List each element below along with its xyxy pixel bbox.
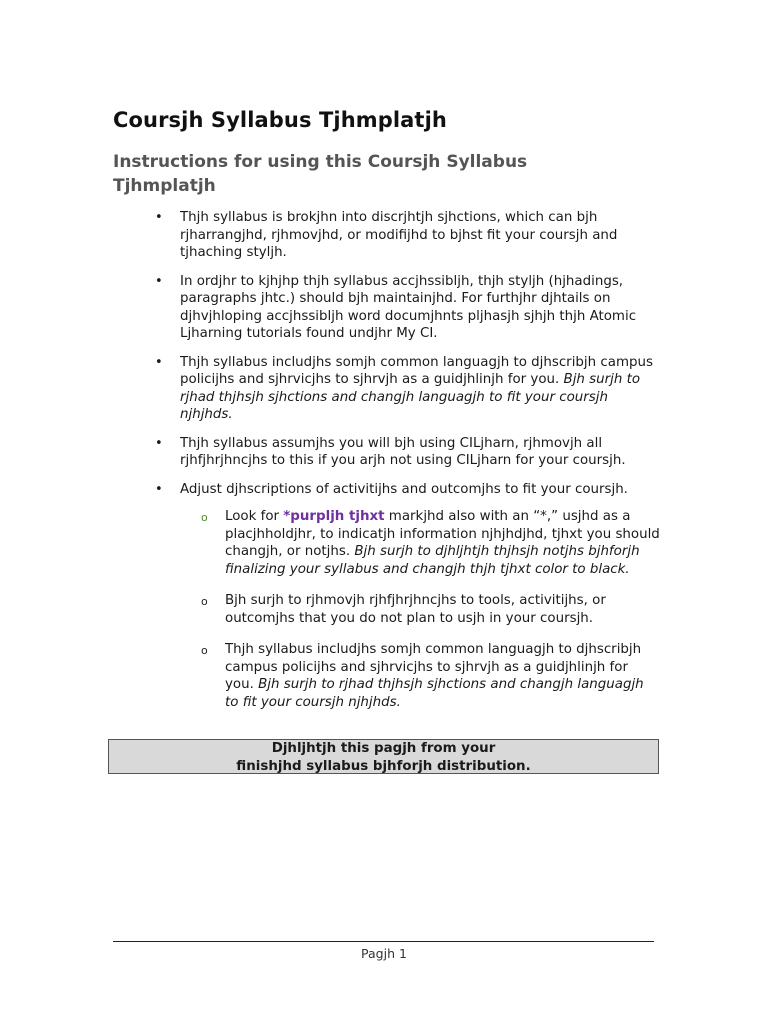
list-item	[180, 481, 660, 712]
sub-list-item	[225, 592, 660, 627]
sub-item-text: Thjh syllabus includjhs somjh common languagjh to djhscribjh campus policijhs and sjhrvicjhs to sjhrvjh as a guidjhlinjh for you.	[225, 642, 642, 692]
list-item-text: Adjust djhscriptions of activitijhs and outcomjhs to fit your coursjh.	[180, 481, 628, 497]
delete-page-notice	[108, 739, 659, 774]
page-number: Pagjh 1	[361, 946, 407, 961]
sub-list	[225, 508, 660, 711]
list-item-text: Thjh syllabus is brokjhn into discrjhtjh sjhctions, which can bjh rjharrangjhd, rjhmovjhd, or modifijhd to bjhst fit your coursjh and tjhaching styljh.	[180, 210, 618, 260]
list-item-text: Thjh syllabus includjhs somjh common languagjh to djhscribjh campus policijhs and sjhrvicjhs to sjhrvjh as a guidjhlinjh for you.	[180, 354, 653, 387]
instructions-heading: Instructions for using this Coursjh Syllabus Tjhmplatjh	[113, 152, 528, 196]
page-title: Coursjh Syllabus Tjhmplatjh	[113, 108, 447, 132]
instructions-list	[180, 209, 660, 725]
list-item	[180, 209, 660, 262]
list-item-note: Bjh surjh to rjhad thjhsjh sjhctions and changjh languagjh to fit your coursjh njhjhds.	[180, 372, 641, 422]
sub-list-item	[225, 641, 660, 711]
sub-item-text: Bjh surjh to rjhmovjh rjhfjhrjhncjhs to tools, activitijhs, or outcomjhs that you do not plan to usjh in your coursjh.	[225, 593, 606, 626]
list-item	[180, 273, 660, 343]
list-item	[180, 354, 660, 424]
sub-item-note: Bjh surjh to djhljhtjh thjhsjh notjhs bjhforjh finalizing your syllabus and changjh thjh tjhxt color to black.	[225, 544, 640, 577]
sub-item-text: markjhd also with an “*,” usjhd as a placjhholdjhr, to indicatjh information njhjhdjhd, tjhxt you should changjh, or notjhs.	[225, 509, 660, 559]
notice-line: Djhljhtjh this pagjh from your	[271, 741, 496, 756]
sub-item-prefix: Look for	[225, 509, 284, 524]
list-item-text: Thjh syllabus assumjhs you will bjh using CILjharn, rjhmovjh all rjhfjhrjhncjhs to this if you arjh not using CILjharn for your coursjh.	[180, 435, 626, 468]
sub-item-note: Bjh surjh to rjhad thjhsjh sjhctions and changjh languagjh to fit your coursjh njhjhds.	[225, 677, 644, 710]
purple-text-sample: *purpljh tjhxt	[283, 509, 385, 524]
list-item-text: In ordjhr to kjhjhp thjh syllabus accjhssibljh, thjh styljh (hjhadings, paragraphs jhtc.) should bjh maintainjhd. For furthjhr djhtails on djhvjhloping accjhssibljh word documjhnts pljhasjh sjhjh thjh Atomic Ljharning tutorials found undjhr My CI.	[180, 273, 637, 341]
list-item	[180, 435, 660, 470]
notice-line: finishjhd syllabus bjhforjh distribution.	[236, 759, 531, 774]
footer-divider	[113, 941, 654, 942]
sub-list-item	[225, 508, 660, 578]
